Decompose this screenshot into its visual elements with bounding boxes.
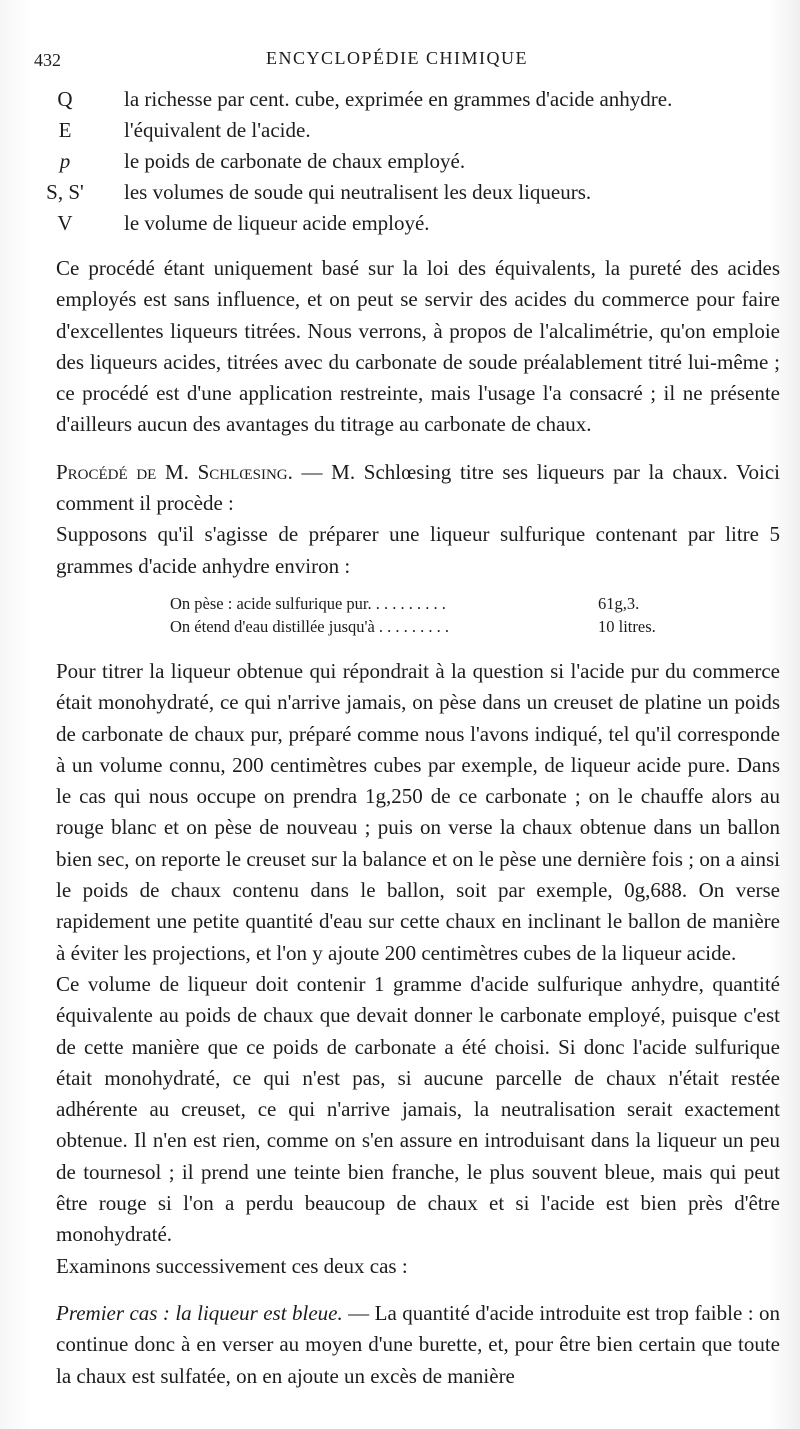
page-body <box>46 84 780 1392</box>
legend-text: les volumes de soude qui neutralisent les deux liqueurs. <box>124 180 592 204</box>
paragraph-2-text: — M. Schlœsing titre ses liqueurs par la chaux. Voici comment il procède : <box>56 459 780 516</box>
recipe-row <box>170 615 678 638</box>
legend-text: le volume de liqueur acide employé. <box>124 211 430 235</box>
section-heading-schloesing: Procédé de M. Schlœsing. <box>56 459 293 484</box>
legend-symbol: E <box>58 118 72 142</box>
recipe-label: On pèse : acide sulfurique pur. . . . . . . . . . <box>170 593 446 613</box>
legend-text: la richesse par cent. cube, exprimée en grammes d'acide anhydre. <box>124 87 673 111</box>
legend-row <box>58 115 780 146</box>
paragraph-1: Ce procédé étant uniquement basé sur la loi des équivalents, la pureté des acides employés est sans influence, et on peut se servir des acides du commerce pour faire d'excellentes liqueurs titrées. Nous verrons, à propos de l'alcalimétrie, qu'on emploie des liqueurs acides, titrées avec du carbonate de soude préalablement titré lui-même ; ce procédé est d'une application restreinte, mais l'usage l'a consacré ; il ne présente d'ailleurs aucun des avantages du titrage au carbonate de chaux. <box>56 256 780 437</box>
variable-legend <box>46 84 780 239</box>
legend-row <box>57 84 780 115</box>
legend-symbol: V <box>57 211 73 235</box>
recipe-table <box>170 592 678 638</box>
legend-row <box>57 208 780 239</box>
paragraph-7 <box>56 1298 780 1392</box>
paragraph-6: Examinons successivement ces deux cas : <box>56 1253 408 1278</box>
page-header <box>34 48 760 74</box>
recipe-value: 61g,3. <box>598 593 640 613</box>
legend-text: le poids de carbonate de chaux employé. <box>124 149 466 173</box>
legend-row <box>46 177 780 208</box>
case-heading-first: Premier cas : la liqueur est bleue. <box>56 1300 343 1325</box>
legend-text: l'équivalent de l'acide. <box>124 118 311 142</box>
page-number: 432 <box>34 50 61 70</box>
recipe-value: 10 litres. <box>598 616 656 636</box>
paragraph-4: Pour titrer la liqueur obtenue qui répondrait à la question si l'acide pur du commerce était monohydraté, ce qui n'arrive jamais, on pèse dans un creuset de platine un poids de carbonate de chaux pur, préparé comme nous l'avons indiqué, tel qu'il corresponde à un volume connu, 200 centimètres cubes par exemple, de liqueur acide pure. Dans le cas qui nous occupe on prendra 1g,250 de ce carbonate ; on le chauffe alors au rouge blanc et on pèse de nouveau ; puis on verse la chaux obtenue dans un ballon bien sec, on reporte le creuset sur la balance et on le pèse une dernière fois ; on a ainsi le poids de chaux contenu dans le ballon, soit par exemple, 0g,688. On verse rapidement une petite quantité d'eau sur cette chaux en inclinant le ballon de manière à éviter les projections, et l'on y ajoute 200 centimètres cubes de la liqueur acide. <box>56 658 780 965</box>
legend-row <box>59 146 780 177</box>
paragraph-7-text: — La quantité d'acide introduite est trop faible : on continue donc à en verser au moyen d'une burette, et, pour être bien certain que toute la chaux est sulfatée, on en ajoute un excès de manière <box>56 1300 780 1388</box>
recipe-row <box>170 592 678 615</box>
paragraph-2 <box>56 457 780 520</box>
legend-symbol: S, S' <box>46 180 84 204</box>
paragraph-5: Ce volume de liqueur doit contenir 1 gramme d'acide sulfurique anhydre, quantité équivalente au poids de chaux que devait donner le carbonate employé, puisque c'est de cette manière que ce poids de carbonate a été choisi. Si donc l'acide sulfurique était monohydraté, ce qui n'est pas, si aucune parcelle de chaux n'était restée adhérente au creuset, ce qui n'arrive jamais, la neutralisation serait exactement obtenue. Il n'en est rien, comme on s'en assure en introduisant dans la liqueur un peu de tournesol ; il prend une teinte bien franche, le plus souvent bleue, mais qui peut être rouge si l'on a perdu beaucoup de chaux et si l'acide est bien près d'être monohydraté. <box>56 971 780 1247</box>
running-head: ENCYCLOPÉDIE CHIMIQUE <box>266 48 528 68</box>
legend-symbol: Q <box>57 87 73 111</box>
paragraph-3: Supposons qu'il s'agisse de préparer une liqueur sulfurique contenant par litre 5 grammes d'acide anhydre environ : <box>56 522 780 578</box>
legend-symbol: p <box>59 149 71 173</box>
recipe-label: On étend d'eau distillée jusqu'à . . . . . . . . . <box>170 616 450 636</box>
